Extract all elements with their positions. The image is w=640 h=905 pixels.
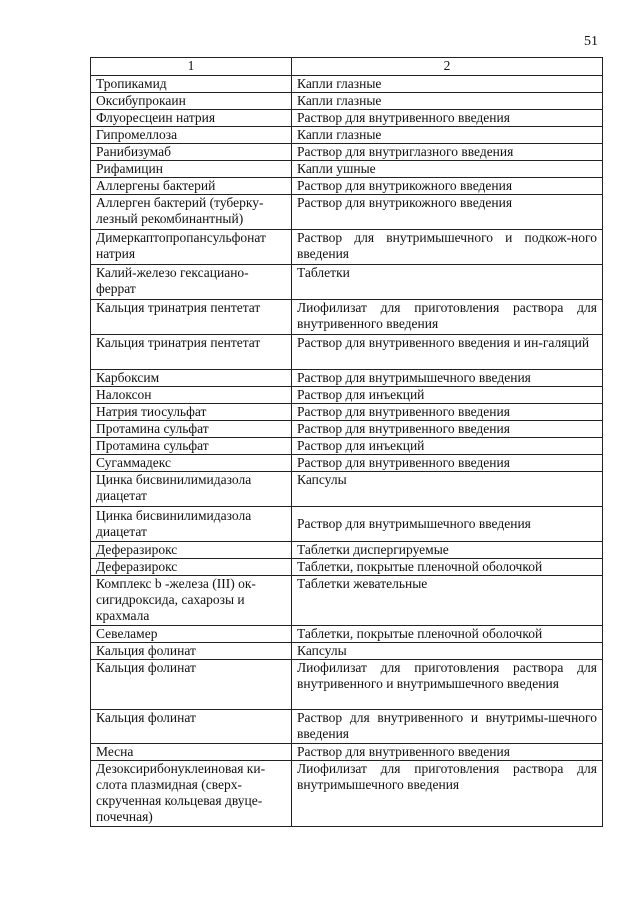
- substance-cell: Ранибизумаб: [91, 144, 292, 161]
- dosage-form-cell: Раствор для внутривенного введения: [292, 744, 603, 761]
- substance-cell: Цинка бисвинилимидазола диацетат: [91, 472, 292, 507]
- dosage-form-cell: Раствор для внутривенного и внутримы-шечного введения: [292, 710, 603, 744]
- column-header-1: 1: [91, 58, 292, 76]
- substance-cell: Сугаммадекс: [91, 455, 292, 472]
- dosage-form-cell: Капли глазные: [292, 76, 603, 93]
- substance-cell: Калий-железо гексациано-феррат: [91, 265, 292, 300]
- substance-cell: Кальция тринатрия пентетат: [91, 335, 292, 370]
- substance-cell: Севеламер: [91, 626, 292, 643]
- dosage-form-cell: Капсулы: [292, 643, 603, 660]
- dosage-form-cell: Раствор для инъекций: [292, 387, 603, 404]
- dosage-form-cell: Раствор для инъекций: [292, 438, 603, 455]
- dosage-form-cell: Раствор для внутриглазного введения: [292, 144, 603, 161]
- dosage-form-cell: Лиофилизат для приготовления раствора для внутримышечного введения: [292, 761, 603, 827]
- substance-cell: Флуоресцеин натрия: [91, 110, 292, 127]
- dosage-form-cell: Капсулы: [292, 472, 603, 507]
- page-number: 51: [584, 34, 598, 49]
- dosage-form-cell: Раствор для внутрикожного введения: [292, 195, 603, 230]
- table-row: [91, 643, 603, 660]
- substance-cell: Месна: [91, 744, 292, 761]
- substance-cell: Аллергены бактерий: [91, 178, 292, 195]
- table-row: [91, 93, 603, 110]
- dosage-form-cell: Раствор для внутривенного введения: [292, 110, 603, 127]
- substance-cell: Налоксон: [91, 387, 292, 404]
- table-header-row: [91, 58, 603, 76]
- dosage-form-cell: Раствор для внутривенного введения: [292, 455, 603, 472]
- table-row: [91, 76, 603, 93]
- table-row: [91, 576, 603, 626]
- substance-cell: Рифамицин: [91, 161, 292, 178]
- table-row: [91, 387, 603, 404]
- table-row: [91, 744, 603, 761]
- substance-cell: Цинка бисвинилимидазола диацетат: [91, 507, 292, 542]
- substance-cell: Деферазирокс: [91, 559, 292, 576]
- substance-cell: Протамина сульфат: [91, 438, 292, 455]
- dosage-form-cell: Раствор для внутримышечного введения: [292, 370, 603, 387]
- dosage-form-cell: Капли ушные: [292, 161, 603, 178]
- dosage-form-cell: Капли глазные: [292, 93, 603, 110]
- table-row: [91, 230, 603, 265]
- substance-cell: Аллерген бактерий (туберку-лезный рекомбинантный): [91, 195, 292, 230]
- substance-cell: Карбоксим: [91, 370, 292, 387]
- drug-table: [90, 57, 603, 827]
- table-row: [91, 559, 603, 576]
- dosage-form-cell: Лиофилизат для приготовления раствора для внутривенного введения: [292, 300, 603, 335]
- dosage-form-cell: Таблетки, покрытые пленочной оболочкой: [292, 626, 603, 643]
- dosage-form-cell: Раствор для внутримышечного введения: [292, 507, 603, 542]
- substance-cell: Кальция фолинат: [91, 710, 292, 744]
- dosage-form-cell: Раствор для внутривенного введения и ин-галяций: [292, 335, 603, 370]
- substance-cell: Натрия тиосульфат: [91, 404, 292, 421]
- substance-cell: Деферазирокс: [91, 542, 292, 559]
- substance-cell: Гипромеллоза: [91, 127, 292, 144]
- dosage-form-cell: Таблетки жевательные: [292, 576, 603, 626]
- table-row: [91, 472, 603, 507]
- table-row: [91, 127, 603, 144]
- dosage-form-cell: Лиофилизат для приготовления раствора для внутривенного и внутримышечного введения: [292, 660, 603, 710]
- substance-cell: Кальция фолинат: [91, 643, 292, 660]
- substance-cell: Кальция фолинат: [91, 660, 292, 710]
- substance-cell: Димеркаптопропансульфонат натрия: [91, 230, 292, 265]
- dosage-form-cell: Таблетки: [292, 265, 603, 300]
- dosage-form-cell: Раствор для внутривенного введения: [292, 404, 603, 421]
- table-row: [91, 421, 603, 438]
- table-row: [91, 178, 603, 195]
- dosage-form-cell: Раствор для внутримышечного и подкож-ного введения: [292, 230, 603, 265]
- table-row: [91, 370, 603, 387]
- substance-cell: Тропикамид: [91, 76, 292, 93]
- substance-cell: Дезоксирибонуклеиновая ки-слота плазмидная (сверх-скрученная кольцевая двуце-почечная): [91, 761, 292, 827]
- dosage-form-cell: Раствор для внутрикожного введения: [292, 178, 603, 195]
- table-row: [91, 265, 603, 300]
- substance-cell: Оксибупрокаин: [91, 93, 292, 110]
- table-row: [91, 144, 603, 161]
- substance-cell: Протамина сульфат: [91, 421, 292, 438]
- dosage-form-cell: Раствор для внутривенного введения: [292, 421, 603, 438]
- table-row: [91, 710, 603, 744]
- table-row: [91, 660, 603, 710]
- dosage-form-cell: Таблетки, покрытые пленочной оболочкой: [292, 559, 603, 576]
- table-row: [91, 626, 603, 643]
- table-row: [91, 438, 603, 455]
- substance-cell: Комплекс b -железа (III) ок-сигидроксида, сахарозы и крахмала: [91, 576, 292, 626]
- table-row: [91, 404, 603, 421]
- table-row: [91, 335, 603, 370]
- table-row: [91, 507, 603, 542]
- table-row: [91, 455, 603, 472]
- table-row: [91, 195, 603, 230]
- dosage-form-cell: Капли глазные: [292, 127, 603, 144]
- table-row: [91, 542, 603, 559]
- table-row: [91, 110, 603, 127]
- dosage-form-cell: Таблетки диспергируемые: [292, 542, 603, 559]
- substance-cell: Кальция тринатрия пентетат: [91, 300, 292, 335]
- table-row: [91, 300, 603, 335]
- table-row: [91, 161, 603, 178]
- column-header-2: 2: [292, 58, 603, 76]
- table-row: [91, 761, 603, 827]
